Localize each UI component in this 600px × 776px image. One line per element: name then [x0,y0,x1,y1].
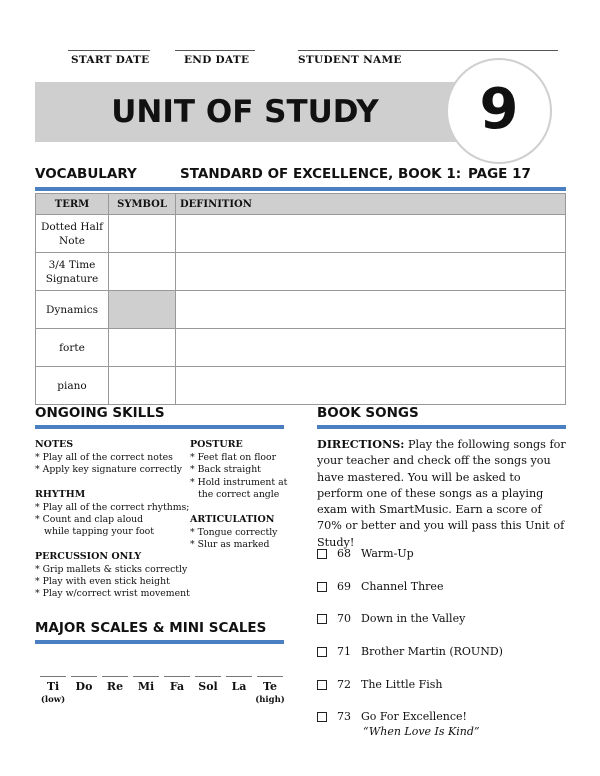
directions-text: DIRECTIONS: Play the following songs for your teacher and check off the songs you have mastered. You will be asked to perform one of these songs as a playing exam with SmartMusic. Earn a score of 70% or better and you will pass this Unit of Study! [317,437,566,549]
ongoing-skills-rule [35,425,284,429]
definition-cell[interactable] [176,291,566,329]
column-header-symbol: SYMBOL [109,194,176,215]
scale-note: Do [75,680,93,693]
term-cell: Dynamics [36,291,109,329]
scale-blank-line[interactable] [195,676,221,677]
scale-note: Te [263,680,277,693]
skill-item: * Count and clap aloud [35,514,144,525]
table-row [36,367,566,405]
symbol-cell[interactable] [109,367,176,405]
term-cell: 3/4 Time Signature [36,253,109,291]
column-header-definition: DEFINITION [176,194,566,215]
skill-item: * Play all of the correct notes [35,452,173,463]
column-header-term: TERM [36,194,109,215]
posture-heading: POSTURE [190,439,243,450]
student-name-line[interactable] [298,50,558,51]
vocabulary-rule [35,187,566,191]
song-number: 68 [337,547,351,560]
song-checkbox[interactable] [317,614,327,624]
song-number: 72 [337,678,351,691]
symbol-cell[interactable] [109,215,176,253]
skill-item: * Slur as marked [190,539,270,550]
page-title: UNIT OF STUDY [111,94,379,130]
book-reference: STANDARD OF EXCELLENCE, BOOK 1: [180,166,462,182]
definition-cell[interactable] [176,253,566,291]
scale-note: Fa [169,680,185,693]
vocabulary-heading: VOCABULARY [35,166,137,182]
table-row [36,215,566,253]
scale-blank-line[interactable] [257,676,283,677]
skill-item: * Play with even stick height [35,576,170,587]
song-title: Go For Excellence! [361,710,467,723]
definition-cell[interactable] [176,367,566,405]
percussion-heading: PERCUSSION ONLY [35,551,142,562]
scale-note: La [231,680,247,693]
song-number: 73 [337,710,351,723]
skill-item: * Play all of the correct rhythms; [35,502,190,513]
symbol-cell[interactable] [109,253,176,291]
symbol-cell[interactable] [109,329,176,367]
skill-item: * Play w/correct wrist movement [35,588,190,599]
skill-item: while tapping your foot [44,526,155,537]
song-title: Down in the Valley [361,612,466,625]
scale-blank-line[interactable] [102,676,128,677]
ongoing-skills-heading: ONGOING SKILLS [35,405,165,421]
term-cell: Dotted Half Note [36,215,109,253]
table-row [36,329,566,367]
song-checkbox[interactable] [317,647,327,657]
start-date-line[interactable] [68,50,150,51]
student-name-label: STUDENT NAME [298,54,402,66]
scales-heading: MAJOR SCALES & MINI SCALES [35,620,267,636]
book-songs-heading: BOOK SONGS [317,405,419,421]
song-title: Channel Three [361,580,444,593]
symbol-cell-shaded [109,291,176,329]
song-title: Warm-Up [361,547,414,560]
scales-rule [35,640,284,644]
table-row [36,291,566,329]
skill-item: * Apply key signature correctly [35,464,182,475]
scale-note: Mi [137,680,155,693]
song-number: 71 [337,645,351,658]
song-title: Brother Martin (ROUND) [361,645,503,658]
unit-number-badge: 9 [446,58,552,164]
definition-cell[interactable] [176,215,566,253]
scale-note: Ti [46,680,60,693]
scale-blank-line[interactable] [71,676,97,677]
skill-item: * Tongue correctly [190,527,278,538]
rhythm-heading: RHYTHM [35,489,86,500]
skill-item: * Feet flat on floor [190,452,277,463]
skill-item: the correct angle [198,489,280,500]
song-number: 70 [337,612,351,625]
scale-note: Sol [198,680,218,693]
song-title: The Little Fish [361,678,443,691]
skill-item: * Back straight [190,464,261,475]
term-cell: piano [36,367,109,405]
notes-heading: NOTES [35,439,74,450]
song-checkbox[interactable] [317,582,327,592]
directions-label: DIRECTIONS: [317,437,405,451]
vocabulary-table [35,193,566,405]
low-label: (low) [40,695,66,705]
skill-item: * Hold instrument at [190,477,288,488]
end-date-line[interactable] [175,50,255,51]
start-date-label: START DATE [71,54,150,66]
high-label: (high) [255,695,285,705]
term-cell: forte [36,329,109,367]
scale-blank-line[interactable] [226,676,252,677]
song-checkbox[interactable] [317,712,327,722]
scale-blank-line[interactable] [40,676,66,677]
song-number: 69 [337,580,351,593]
scale-note: Re [106,680,124,693]
end-date-label: END DATE [184,54,250,66]
definition-cell[interactable] [176,329,566,367]
book-songs-rule [317,425,566,429]
page-reference: PAGE 17 [468,166,531,182]
skill-item: * Grip mallets & sticks correctly [35,564,188,575]
table-row [36,253,566,291]
song-checkbox[interactable] [317,549,327,559]
articulation-heading: ARTICULATION [190,514,275,525]
table-header-row [36,194,566,215]
scale-blank-line[interactable] [133,676,159,677]
song-checkbox[interactable] [317,680,327,690]
scale-blank-line[interactable] [164,676,190,677]
song-subtitle: “When Love Is Kind” [363,725,480,738]
